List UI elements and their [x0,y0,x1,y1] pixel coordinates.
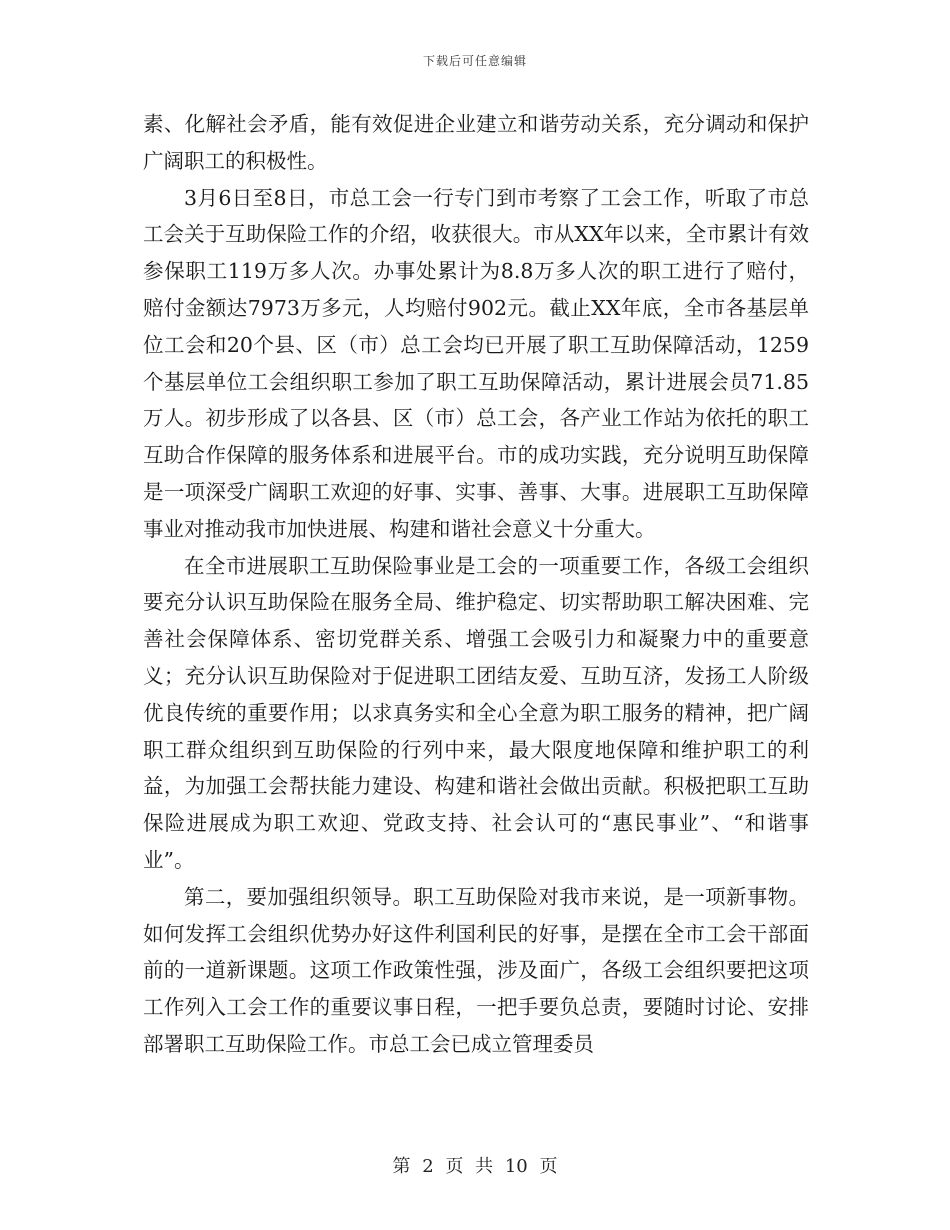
paragraph-4: 第二，要加强组织领导。职工互助保险对我市来说，是一项新事物。如何发挥工会组织优势办好这件利国利民的好事，是摆在全市工会干部面前的一道新课题。这项工作政策性强，涉及面广，各级工会组织要把这项工作列入工会工作的重要议事日程，一把手要负总责，要随时讨论、安排部署职工互助保险工作。市总工会已成立管理委员 [143,884,809,1056]
document-body [143,106,809,1063]
paragraph-1: 素、化解社会矛盾，能有效促进企业建立和谐劳动关系，充分调动和保护广阔职工的积极性。 [143,112,809,173]
page-number-footer: 第 2 页 共 10 页 [392,1156,558,1177]
paragraph-2: 3月6日至8日，市总工会一行专门到市考察了工会工作，听取了市总工会关于互助保险工作的介绍，收获很大。市从XX年以来，全市累计有效参保职工119万多人次。办事处累计为8.8万多人次的职工进行了赔付，赔付金额达7973万多元，人均赔付902元。截止XX年底，全市各基层单位工会和20个县、区（市）总工会均已开展了职工互助保障活动，1259个基层单位工会组织职工参加了职工互助保障活动，累计进展会员71.85万人。初步形成了以各县、区（市）总工会，各产业工作站为依托的职工互助合作保障的服务体系和进展平台。市的成功实践，充分说明互助保障是一项深受广阔职工欢迎的好事、实事、善事、大事。进展职工互助保障事业对推动我市加快进展、构建和谐社会意义十分重大。 [143,185,809,541]
paragraph-3: 在全市进展职工互助保险事业是工会的一项重要工作，各级工会组织要充分认识互助保险在服务全局、维护稳定、切实帮助职工解决困难、完善社会保障体系、密切党群关系、增强工会吸引力和凝聚力中的重要意义；充分认识互助保险对于促进职工团结友爱、互助互济，发扬工人阶级优良传统的重要作用；以求真务实和全心全意为职工服务的精神，把广阔职工群众组织到互助保险的行列中来，最大限度地保障和维护职工的利益，为加强工会帮扶能力建设、构建和谐社会做出贡献。积极把职工互助保险进展成为职工欢迎、党政支持、社会认可的“惠民事业”、“和谐事业”。 [143,553,809,872]
page-header: 下载后可任意编辑 [422,54,527,68]
